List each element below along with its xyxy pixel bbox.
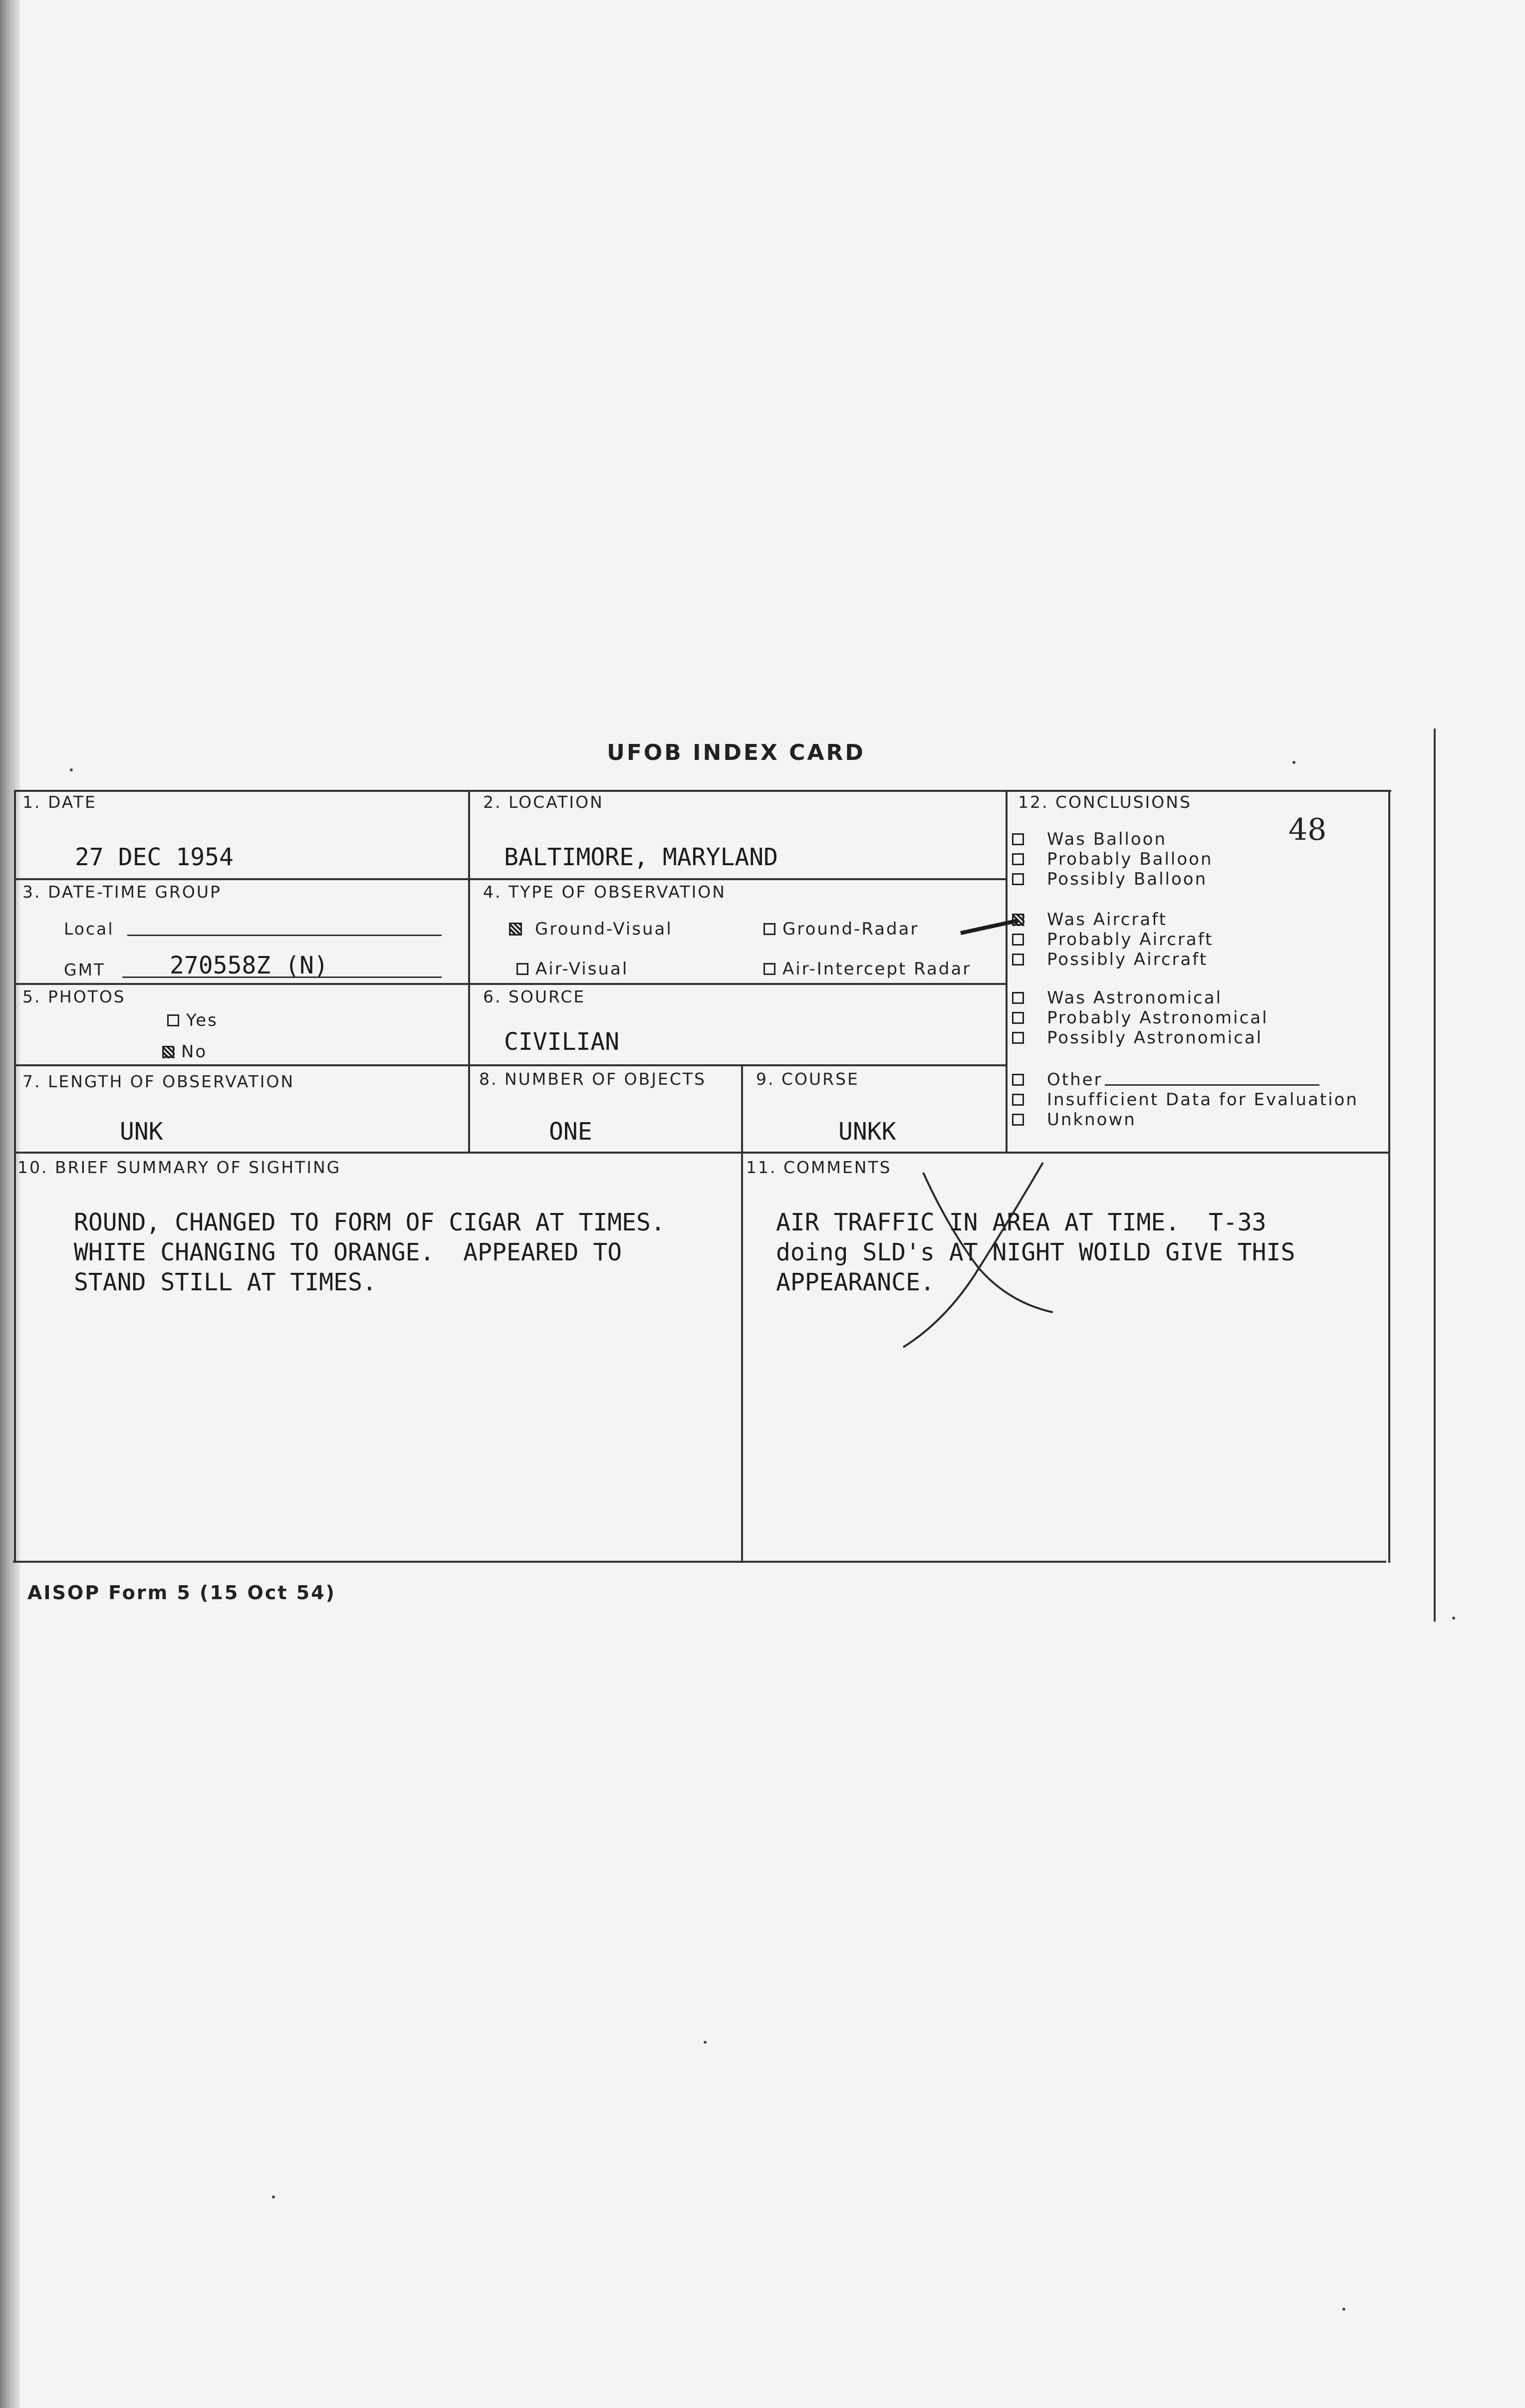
option-was-astronomical[interactable]: Was Astronomical [1012, 988, 1269, 1008]
conclusions-group-astronomical [1012, 988, 1269, 1048]
date-value: 27 DEC 1954 [75, 843, 234, 871]
type-of-observation-label: 4. TYPE OF OBSERVATION [483, 882, 726, 902]
course-value: UNKK [838, 1118, 896, 1146]
option-possibly-aircraft[interactable]: Possibly Aircraft [1012, 950, 1213, 969]
comments-text: AIR TRAFFIC IN AREA AT TIME. T-33 doing SLD's AT NIGHT WOILD GIVE THIS APPEARANCE. [776, 1208, 1295, 1296]
gmt-value: 270558Z (N) [170, 952, 328, 979]
length-label: 7. LENGTH OF OBSERVATION [22, 1072, 295, 1091]
option-was-balloon[interactable]: Was Balloon [1012, 829, 1213, 849]
speck [1452, 1617, 1455, 1620]
conclusions-group-other [1012, 1070, 1358, 1130]
option-possibly-astronomical[interactable]: Possibly Astronomical [1012, 1028, 1269, 1048]
checkbox-icon [1012, 833, 1024, 845]
card-title: UFOB INDEX CARD [607, 740, 865, 765]
date-time-group-label: 3. DATE-TIME GROUP [22, 882, 222, 902]
checkbox-icon [1012, 853, 1024, 865]
option-air-intercept-radar[interactable]: Air-Intercept Radar [763, 959, 971, 979]
checkbox-icon [1012, 1094, 1024, 1106]
local-label: Local [64, 919, 114, 939]
conclusions-group-balloon [1012, 829, 1213, 889]
checkbox-icon [1012, 992, 1024, 1004]
local-line [127, 935, 442, 936]
option-insufficient-data[interactable]: Insufficient Data for Evaluation [1012, 1090, 1358, 1110]
checkbox-icon [167, 1014, 179, 1026]
gmt-label: GMT [64, 960, 106, 979]
length-value: UNK [120, 1118, 163, 1146]
form-footer: AISOP Form 5 (15 Oct 54) [27, 1582, 336, 1604]
handwritten-check-mark [958, 908, 1028, 938]
handwritten-cross-mark [888, 1153, 1068, 1352]
comments-label: 11. COMMENTS [746, 1158, 892, 1177]
conclusions-group-aircraft [1012, 910, 1213, 969]
number-of-objects-label: 8. NUMBER OF OBJECTS [479, 1069, 706, 1089]
speck [1292, 761, 1295, 764]
speck [1342, 2308, 1345, 2311]
option-probably-balloon[interactable]: Probably Balloon [1012, 849, 1213, 869]
option-photos-no[interactable]: No [162, 1042, 207, 1062]
checkbox-icon [1012, 1114, 1024, 1126]
option-probably-aircraft[interactable]: Probably Aircraft [1012, 930, 1213, 950]
date-label: 1. DATE [22, 792, 97, 812]
location-value: BALTIMORE, MARYLAND [504, 843, 778, 871]
source-value: CIVILIAN [504, 1028, 620, 1056]
option-was-aircraft[interactable]: Was Aircraft [1012, 910, 1213, 930]
checkbox-icon [509, 923, 522, 936]
summary-label: 10. BRIEF SUMMARY OF SIGHTING [17, 1158, 341, 1177]
checkbox-icon [1012, 954, 1024, 965]
conclusions-number: 48 [1288, 812, 1327, 847]
number-of-objects-value: ONE [549, 1118, 592, 1146]
checkbox-icon [763, 923, 775, 935]
checkbox-icon [1012, 1032, 1024, 1044]
option-probably-astronomical[interactable]: Probably Astronomical [1012, 1008, 1269, 1028]
speck [704, 2041, 707, 2044]
photos-label: 5. PHOTOS [22, 987, 126, 1006]
checkbox-icon [516, 963, 528, 975]
option-unknown[interactable]: Unknown [1012, 1110, 1358, 1130]
other-line [1105, 1084, 1319, 1086]
checkbox-icon [1012, 1074, 1024, 1086]
checkbox-icon [763, 963, 775, 975]
option-possibly-balloon[interactable]: Possibly Balloon [1012, 869, 1213, 889]
card-edge-rule [1434, 728, 1436, 1622]
source-label: 6. SOURCE [483, 987, 586, 1006]
option-photos-yes[interactable]: Yes [167, 1010, 218, 1030]
checkbox-icon [1012, 873, 1024, 885]
checkbox-icon [1012, 1012, 1024, 1024]
film-edge [0, 0, 20, 2408]
option-ground-radar[interactable]: Ground-Radar [763, 919, 919, 939]
location-label: 2. LOCATION [483, 792, 604, 812]
summary-text: ROUND, CHANGED TO FORM OF CIGAR AT TIMES. WHITE CHANGING TO ORANGE. APPEARED TO STAND STILL AT TIMES. [74, 1208, 665, 1296]
option-air-visual[interactable]: Air-Visual [516, 959, 628, 979]
course-label: 9. COURSE [756, 1069, 859, 1089]
option-other[interactable]: Other [1012, 1070, 1358, 1090]
speck [70, 768, 73, 771]
speck [272, 2195, 275, 2198]
option-ground-visual[interactable]: Ground-Visual [509, 919, 673, 939]
checkbox-icon [162, 1046, 174, 1058]
conclusions-label: 12. CONCLUSIONS [1018, 792, 1192, 812]
